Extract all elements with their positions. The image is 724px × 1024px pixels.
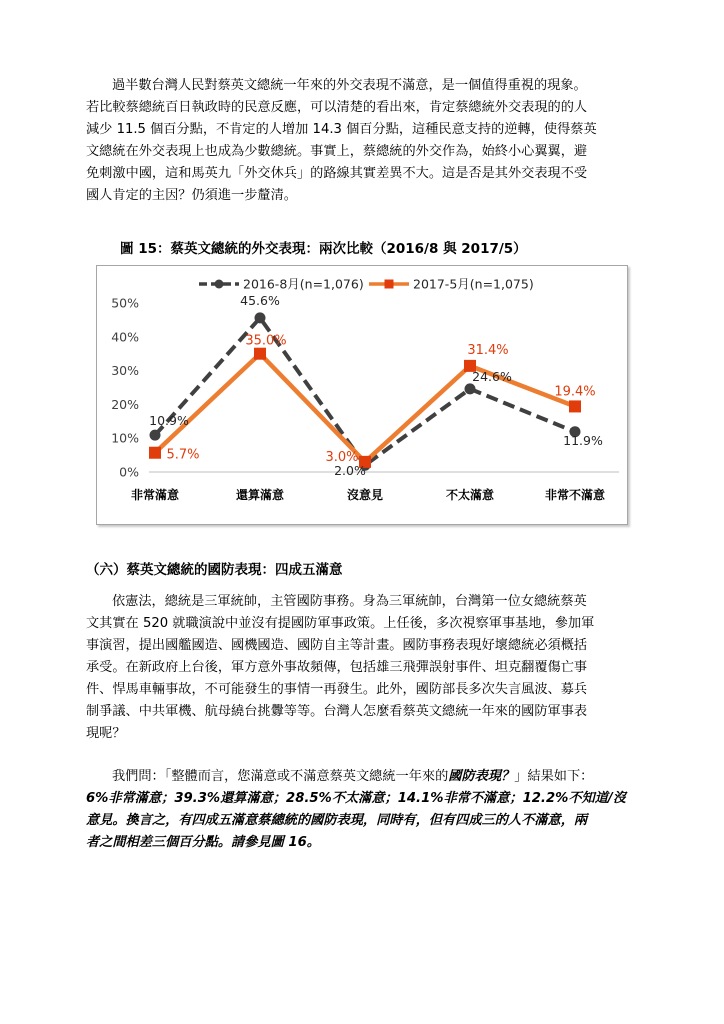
text-line: 文其實在 520 就職演說中並沒有提國防軍事政策。上任後，多次視察軍事基地，參加軍	[86, 616, 595, 631]
text-line: 文總統在外交表現上也成為少數總統。事實上，蔡總統的外交作為，始終小心翼翼，避	[86, 144, 588, 159]
data-label-2017: 19.4%	[554, 384, 596, 400]
y-tick-label: 30%	[111, 363, 139, 379]
result-line: 意見。換言之，有四成五滿意蔡總統的國防表現，同時有，但有四成三的人不滿意，兩	[86, 813, 588, 828]
x-category-label: 非常不滿意	[544, 488, 606, 502]
x-category-label: 沒意見	[346, 488, 384, 502]
data-point-2017	[254, 348, 266, 360]
chart-svg	[97, 266, 627, 524]
data-label-2016: 2.0%	[334, 463, 366, 479]
y-tick-label: 10%	[111, 430, 139, 446]
legend-marker-square	[385, 280, 394, 289]
y-tick-label: 40%	[111, 329, 139, 345]
text-line	[86, 766, 646, 788]
data-label-2017: 3.0%	[325, 449, 359, 465]
data-point-2017	[569, 400, 581, 412]
text-line: 制爭議、中共軍機、航母繞台挑釁等等。台灣人怎麼看蔡英文總統一年來的國防軍事表	[86, 704, 588, 719]
text-line: 過半數台灣人民對蔡英文總統一年來的外交表現不滿意，是一個值得重視的現象。	[112, 78, 587, 93]
data-point-2016	[255, 312, 266, 323]
data-label-2016: 11.9%	[563, 432, 603, 448]
text-line: 件、悍馬車輛事故，不可能發生的事情一再發生。此外，國防部長多次失言風波、募兵	[86, 682, 588, 697]
question-emphasis: 國防表現？	[448, 769, 515, 784]
text-line: 免刺激中國，這和馬英九「外交休兵」的路線其實差異不大。這是否是其外交表現不受	[86, 166, 588, 181]
y-tick-label: 0%	[119, 464, 139, 480]
text-line: 現呢？	[86, 726, 126, 741]
y-tick-label: 20%	[111, 396, 139, 412]
line-chart	[96, 265, 628, 525]
text-line: 國人肯定的主因？仍須進一步釐清。	[86, 188, 297, 203]
legend-label: 2016-8月(n=1,076)	[243, 276, 364, 292]
data-label-2017: 35.0%	[245, 333, 287, 349]
y-tick-label: 50%	[111, 295, 139, 311]
x-category-label: 還算滿意	[235, 488, 285, 502]
section-heading: （六）蔡英文總統的國防表現：四成五滿意	[86, 562, 343, 578]
legend-marker-circle	[215, 280, 224, 289]
data-point-2016	[150, 430, 161, 441]
data-label-2016: 24.6%	[472, 368, 512, 384]
result-line: 6%非常滿意；39.3%還算滿意；28.5%不太滿意；14.1%非常不滿意；12.2%不知道/沒	[86, 791, 626, 806]
text-line: 若比較蔡總統百日執政時的民意反應，可以清楚的看出來，肯定蔡總統外交表現的的人	[86, 100, 588, 115]
x-category-label: 不太滿意	[445, 488, 495, 502]
text-line: 依憲法，總統是三軍統帥，主管國防事務。身為三軍統帥，台灣第一位女總統蔡英	[112, 594, 587, 609]
result-line: 者之間相差三個百分點。請參見圖 16。	[86, 835, 320, 850]
figure-caption: 圖 15：蔡英文總統的外交表現：兩次比較（2016/8 與 2017/5）	[120, 241, 527, 257]
question-text: 我們問：「整體而言，您滿意或不滿意蔡英文總統一年來的	[112, 769, 449, 784]
intro-paragraph	[86, 75, 646, 207]
text-line: 事演習，提出國艦國造、國機國造、國防自主等計畫。國防事務表現好壞總統必須概括	[86, 638, 588, 653]
data-point-2017	[149, 447, 161, 459]
data-label-2016: 10.9%	[149, 413, 189, 429]
question-tail: 」結果如下：	[514, 769, 594, 784]
text-line: 承受。在新政府上台後，軍方意外事故頻傳，包括雄三飛彈誤射事件、坦克翻覆傷亡事	[86, 660, 588, 675]
data-label-2017: 5.7%	[166, 447, 200, 463]
x-category-label: 非常滿意	[130, 488, 180, 502]
legend-label: 2017-5月(n=1,075)	[413, 276, 534, 292]
data-label-2017: 31.4%	[467, 342, 509, 358]
text-line: 減少 11.5 個百分點，不肯定的人增加 14.3 個百分點，這種民意支持的逆轉，使得蔡英	[86, 122, 597, 137]
data-point-2016	[465, 383, 476, 394]
data-label-2016: 45.6%	[240, 292, 280, 308]
defense-paragraph	[86, 591, 646, 745]
question-paragraph	[86, 766, 646, 854]
